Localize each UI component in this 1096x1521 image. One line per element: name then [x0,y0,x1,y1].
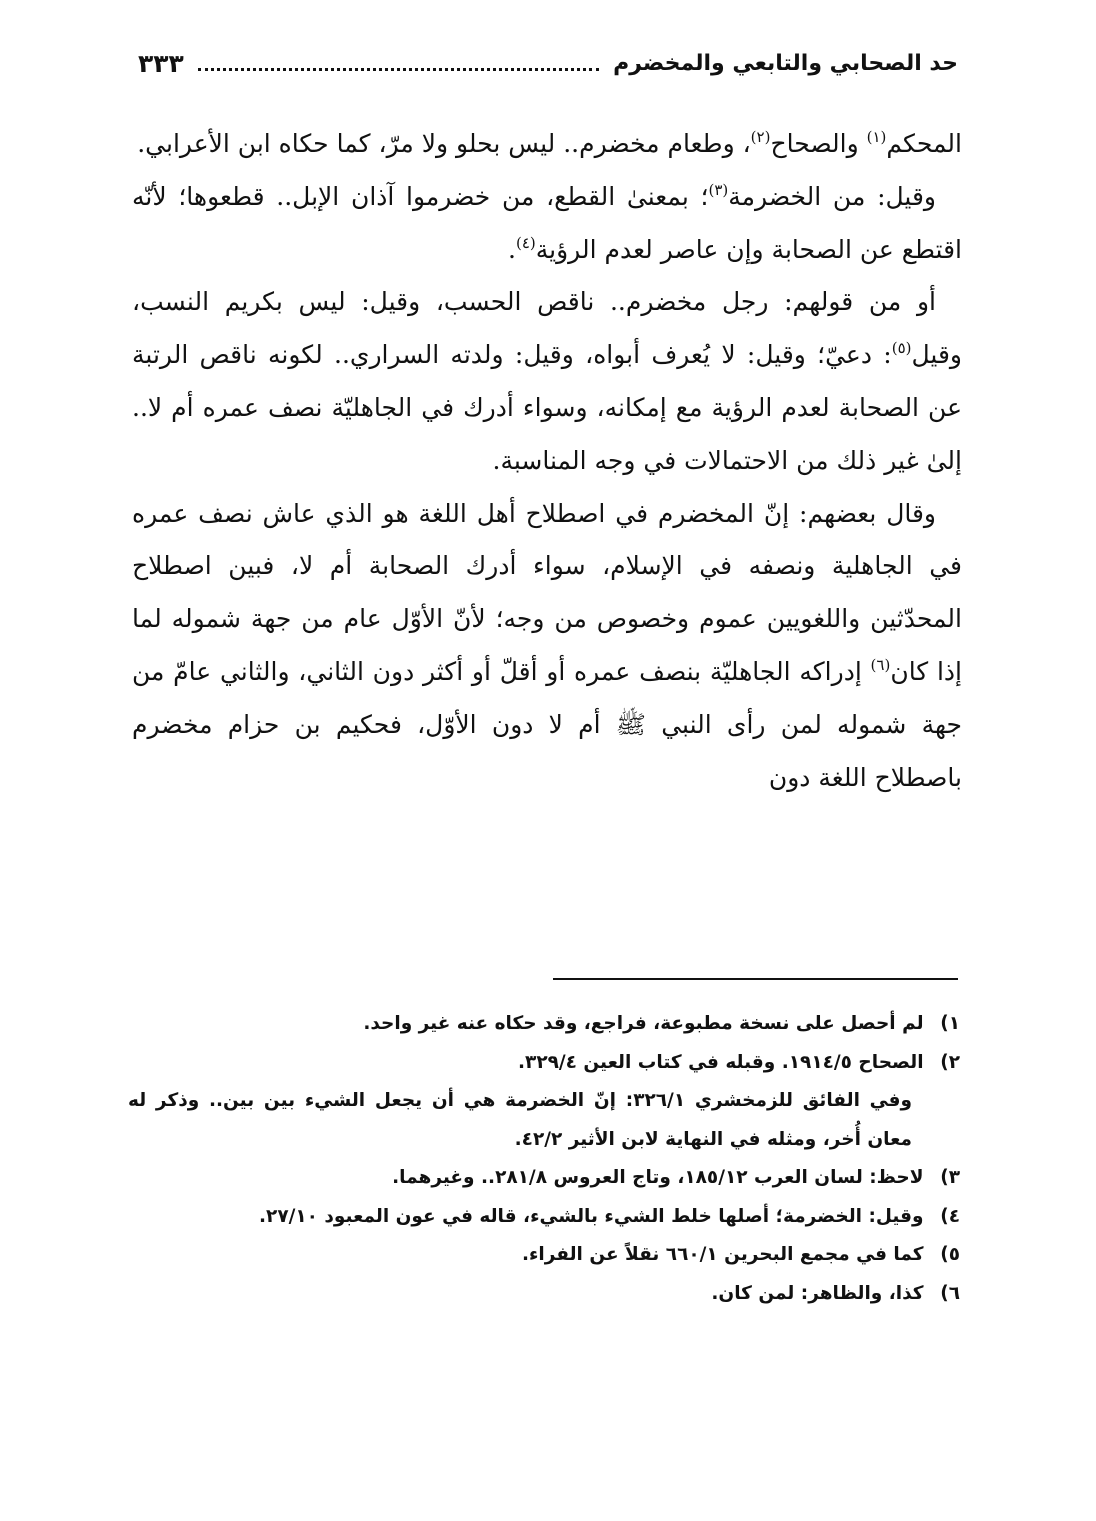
footnote-1 [128,1005,960,1044]
text-run: والصحاح [770,129,867,158]
page-number: ٣٣٣ [138,48,184,78]
footnote-4 [128,1198,960,1237]
footnote-5 [128,1236,960,1275]
footnote-ref-5: (٥) [891,339,912,358]
text-run: أو من قولهم: رجل مخضرم.. ناقص الحسب، وقيل: ليس بكريم النسب، وقيل [132,287,962,370]
footnote-number: ٢) [940,1051,960,1073]
footnote-ref-1: (١) [866,128,887,146]
footnote-separator [553,978,958,980]
leader-dots [198,68,599,71]
running-title: حد الصحابي والتابعي والمخضرم [613,50,958,76]
main-text [132,118,962,804]
text-run: : دعيّ؛ وقيل: لا يُعرف أبواه، وقيل: ولدته السراري.. لكونه ناقص الرتبة عن الصحابة لعدم الرؤية مع إمكانه، وسواء أدرك في الجاهليّة نصف عمره أم لا.. إلىٰ غير ذلك من الاحتمالات في وجه المناسبة. [132,340,962,475]
footnote-ref-6: (٦) [870,655,891,674]
footnote-ref-4: (٤) [515,233,536,252]
footnote-2 [128,1044,960,1083]
footnote-text: لم أحصل على نسخة مطبوعة، فراجع، وقد حكاه عنه غير واحد. [363,1013,924,1034]
paragraph-4 [132,488,962,805]
footnotes [128,1005,960,1313]
text-run: وقال بعضهم: إنّ المخضرم في اصطلاح أهل اللغة هو الذي عاش نصف عمره في الجاهلية ونصفه في الإسلام، سواء أدرك الصحابة أم لا، فبين اصطلاح المحدّثين واللغويين عموم وخصوص من وجه؛ لأنّ الأوّل عام من جهة شموله لما إذا كان [132,498,962,686]
text-run: المحكم [886,129,962,158]
footnote-text: وقيل: الخضرمة؛ أصلها خلط الشيء بالشيء، قاله في عون المعبود ٢٧/١٠. [259,1205,924,1227]
page-header [138,38,958,88]
text-run: إدراكه الجاهليّة بنصف عمره أو أقلّ أو أكثر دون الثاني، والثاني عامّ من جهة شموله لمن رأى النبي ﷺ أم لا دون الأوّل، فحكيم بن حزام مخضرم باصطلاح اللغة دون [132,656,962,792]
footnote-text: لاحظ: لسان العرب ١٨٥/١٢، وتاج العروس ٢٨١/٨.. وغيرهما. [392,1167,924,1188]
footnote-number: ٣) [940,1167,960,1188]
footnote-number: ٤) [940,1205,960,1227]
footnote-text: الصحاح ١٩١٤/٥. وقبله في كتاب العين ٣٢٩/٤. [518,1051,924,1073]
footnote-ref-3: (٣) [708,180,729,199]
footnote-number: ٥) [940,1244,960,1265]
paragraph-2 [132,171,962,277]
footnote-text: كما في مجمع البحرين ٦٦٠/١ نقلاً عن الفراء. [521,1244,924,1265]
footnote-2-continuation [128,1082,960,1159]
footnote-3 [128,1159,960,1198]
footnote-text: كذا، والظاهر: لمن كان. [711,1282,924,1304]
footnote-ref-2: (٢) [750,128,771,146]
footnote-number: ٦) [940,1282,960,1304]
paragraph-3 [132,276,962,487]
text-run: . [508,234,516,264]
paragraph-1 [132,118,962,171]
footnote-6 [128,1275,960,1314]
text-run: ، وطعام مخضرم.. ليس بحلو ولا مرّ، كما حكاه ابن الأعرابي. [137,129,751,158]
footnote-text: وفي الفائق للزمخشري ٣٢٦/١: إنّ الخضرمة هي أن يجعل الشيء بين بين.. وذكر له معان أُخر، ومثله في النهاية لابن الأثير ٤٢/٢. [128,1090,913,1150]
text-run: وقيل: من الخضرمة [728,181,936,211]
footnote-number: ١) [940,1013,960,1034]
text-run: ؛ بمعنىٰ القطع، من خضرموا آذان الإبل.. قطعوها؛ لأنّه اقتطع عن الصحابة وإن عاصر لعدم الرؤية [132,181,962,264]
